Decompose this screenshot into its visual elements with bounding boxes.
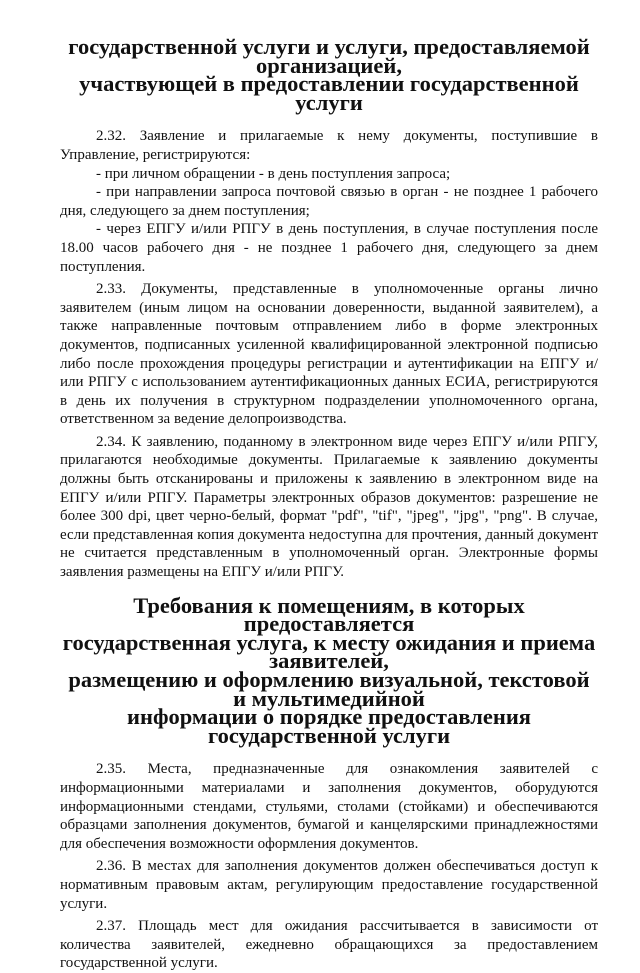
paragraph-2-32: 2.32. Заявление и прилагаемые к нему документы, поступившие в Управление, регистрируются:: [60, 128, 598, 163]
section-heading-requirements: [60, 592, 598, 748]
paragraph-2-37: 2.37. Площадь мест для ожидания рассчитывается в зависимости от количества заявителей, ежедневно обращающихся за предоставлением государственной услуги.: [60, 918, 598, 972]
section-heading-top: [60, 34, 598, 115]
list-item: - при личном обращении - в день поступления запроса;: [96, 165, 451, 182]
heading-line: информации о порядке предоставления государственной услуги: [127, 704, 531, 748]
heading-line: государственной услуги и услуги, предоставляемой организацией,: [68, 34, 590, 78]
paragraph-2-33: 2.33. Документы, представленные в уполномоченные органы лично заявителем (иным лицом на основании доверенности, выданной заявителем), а также направленные почтовым отправлением либо в форме электронных документов, подписанных усиленной квалифицированной электронной подписью либо после прохождения процедуры регистрации и аутентификации на ЕПГУ и/или РПГУ с использованием аутентификационных данных ЕСИА, регистрируются в день их получения в структурном подразделении уполномоченного органа, ответственном за ведение делопроизводства.: [60, 281, 598, 428]
document-page: [60, 34, 598, 973]
list-item: - через ЕПГУ и/или РПГУ в день поступления, в случае поступления после 18.00 часов рабочего дня - не позднее 1 рабочего дня, следующего за днем поступления.: [60, 221, 598, 275]
heading-line: участвующей в предоставлении государственной услуги: [79, 71, 579, 115]
heading-line: размещению и оформлению визуальной, текстовой и мультимедийной: [68, 667, 590, 711]
heading-line: Требования к помещениям, в которых предоставляется: [133, 592, 525, 637]
list-item: - при направлении запроса почтовой связью в орган - не позднее 1 рабочего дня, следующего за днем поступления;: [60, 184, 598, 219]
paragraph-2-36: 2.36. В местах для заполнения документов должен обеспечиваться доступ к нормативным правовым актам, регулирующим предоставление государственной услуги.: [60, 858, 598, 912]
paragraph-2-35: 2.35. Места, предназначенные для ознакомления заявителей с информационными материалами и заполнения документов, оборудуются информационными стендами, стульями, столами (стойками) и обеспечиваются образцами заполнения документов, бумагой и канцелярскими принадлежностями для обеспечения возможности оформления документов.: [60, 761, 598, 852]
heading-line: государственная услуга, к месту ожидания и приема заявителей,: [62, 629, 596, 674]
paragraph-2-34: 2.34. К заявлению, поданному в электронном виде через ЕПГУ и/или РПГУ, прилагаются необходимые документы. Прилагаемые к заявлению документы должны быть отсканированы и приложены к заявлению в электронном виде на ЕПГУ и/или РПГУ. Параметры электронных образов документов: разрешение не более 300 dpi, цвет черно-белый, формат "pdf", "tif", "jpeg", "jpg", "png". В случае, если представленная копия документа недоступна для прочтения, данный документ не считается представленным в уполномоченный орган. Электронные формы заявления размещены на ЕПГУ и/или РПГУ.: [60, 433, 598, 581]
